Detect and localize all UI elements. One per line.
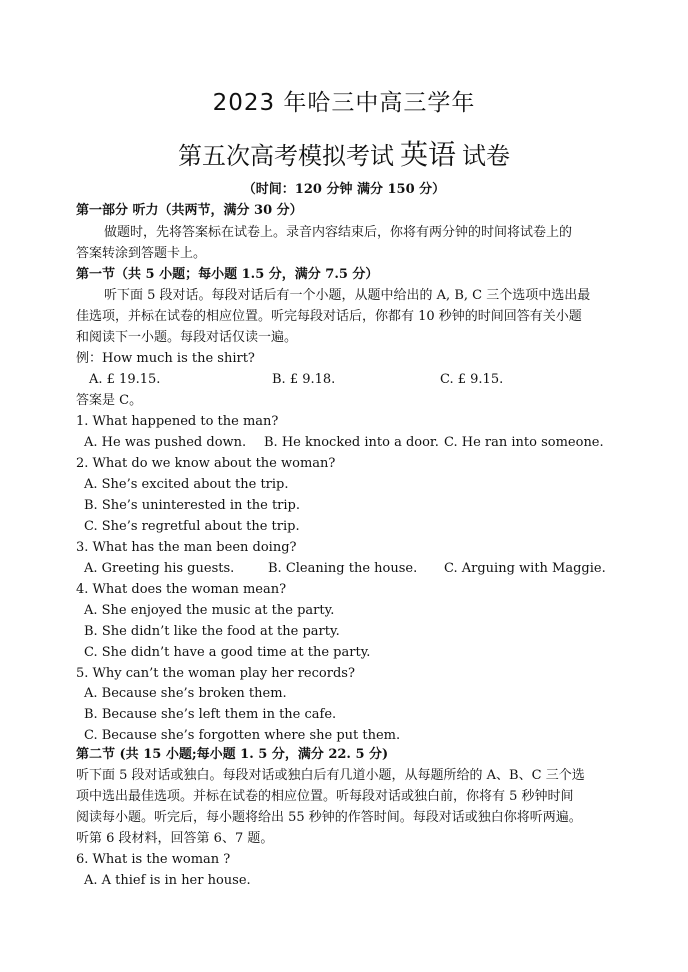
section2-instr-2: 项中选出最佳选项。并标在试卷的相应位置。听每段对话或独白前，你将有 5 秒钟时间: [76, 789, 574, 804]
section1-instr-1: 听下面 5 段对话。每段对话后有一个小题，从题中给出的 A, B, C 三个选项中选出最: [104, 288, 591, 303]
section2-heading: 第二节 (共 15 小题;每小题 1. 5 分，满分 22. 5 分): [76, 747, 389, 762]
q1-option-a: A. He was pushed down.: [84, 435, 247, 450]
part1-heading: 第一部分 听力（共两节，满分 30 分）: [76, 203, 303, 218]
example-option-a: A. £ 19.15.: [89, 372, 161, 387]
q2-option-b: B. She’s uninterested in the trip.: [84, 498, 301, 513]
q3-option-c: C. Arguing with Maggie.: [444, 561, 606, 576]
question-1: 1. What happened to the man?: [76, 414, 279, 429]
q3-option-a: A. Greeting his guests.: [84, 561, 235, 576]
part1-intro-2: 答案转涂到答题卡上。: [76, 246, 207, 261]
question-5: 5. Why can’t the woman play her records?: [76, 666, 355, 681]
q3-option-b: B. Cleaning the house.: [268, 561, 418, 576]
exam-title-suffix: 试卷: [462, 142, 510, 170]
example-question: 例：How much is the shirt?: [76, 351, 255, 366]
section2-instr-3: 阅读每小题。听完后，每小题将给出 55 秒钟的作答时间。每段对话或独白你将听两遍。: [76, 810, 582, 825]
q6-option-a: A. A thief is in her house.: [84, 873, 251, 888]
q2-option-c: C. She’s regretful about the trip.: [84, 519, 300, 534]
part1-intro-1: 做题时，先将答案标在试卷上。录音内容结束后，你将有两分钟的时间将试卷上的: [104, 225, 573, 240]
q5-option-c: C. Because she’s forgotten where she put them.: [84, 728, 401, 743]
exam-title-line1: 2023 年哈三中高三学年: [212, 90, 476, 116]
q4-option-c: C. She didn’t have a good time at the party.: [84, 645, 371, 660]
example-option-b: B. £ 9.18.: [272, 372, 336, 387]
question-2: 2. What do we know about the woman?: [76, 456, 336, 471]
q5-option-a: A. Because she’s broken them.: [84, 686, 287, 701]
example-answer: 答案是 C。: [76, 393, 143, 408]
exam-title-prefix: 第五次高考模拟考试: [177, 142, 394, 170]
exam-title-line2: [0, 133, 688, 173]
section1-instr-3: 和阅读下一小题。每段对话仅读一遍。: [76, 330, 298, 345]
example-option-c: C. £ 9.15.: [440, 372, 504, 387]
section2-instr-1: 听下面 5 段对话或独白。每段对话或独白后有几道小题，从每题所给的 A、B、C 三个选: [76, 768, 585, 783]
q1-option-c: C. He ran into someone.: [444, 435, 604, 450]
exam-info: （时间：120 分钟 满分 150 分）: [242, 182, 446, 197]
q5-option-b: B. Because she’s left them in the cafe.: [84, 707, 337, 722]
q1-option-b: B. He knocked into a door.: [264, 435, 439, 450]
question-4: 4. What does the woman mean?: [76, 582, 287, 597]
section1-heading: 第一节（共 5 小题；每小题 1.5 分，满分 7.5 分）: [76, 267, 379, 282]
q4-option-a: A. She enjoyed the music at the party.: [84, 603, 335, 618]
section1-instr-2: 佳选项，并标在试卷的相应位置。听完每段对话后，你都有 10 秒钟的时间回答有关小题: [76, 309, 582, 324]
q4-option-b: B. She didn’t like the food at the party.: [84, 624, 340, 639]
q2-option-a: A. She’s excited about the trip.: [84, 477, 289, 492]
exam-subject: 英语: [399, 138, 456, 171]
section2-instr-4: 听第 6 段材料，回答第 6、7 题。: [76, 831, 274, 846]
question-6: 6. What is the woman ?: [76, 852, 231, 867]
question-3: 3. What has the man been doing?: [76, 540, 297, 555]
